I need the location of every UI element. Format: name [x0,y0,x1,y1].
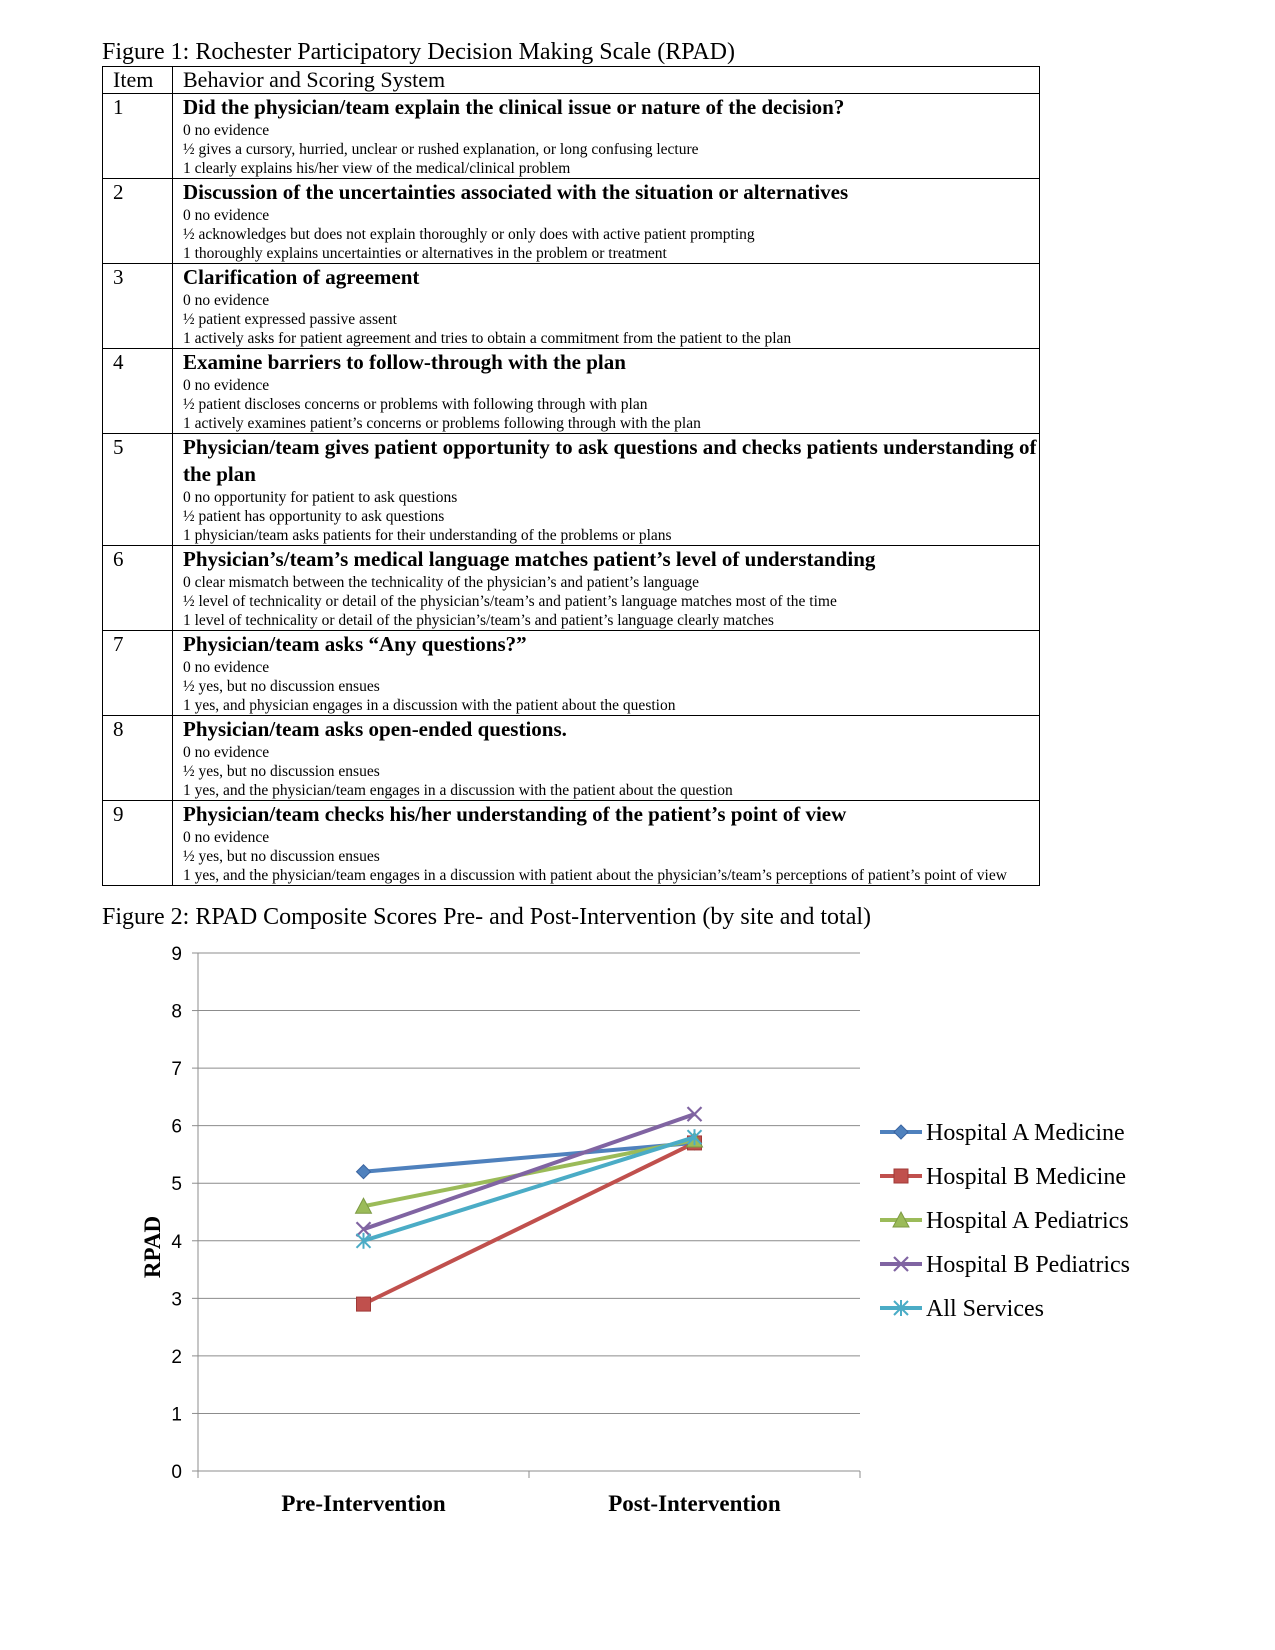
header-item: Item [103,67,173,94]
item-number: 9 [103,801,173,886]
legend-marker [894,1169,908,1183]
legend-label: All Services [926,1296,1044,1322]
y-axis-label: RPAD [140,1215,165,1279]
scoring-line: 1 physician/team asks patients for their understanding of the problems or plans [183,527,672,544]
item-behavior [173,716,1040,801]
legend-label: Hospital A Pediatrics [926,1208,1129,1234]
legend-label: Hospital B Medicine [926,1164,1126,1190]
scoring-line: 0 no opportunity for patient to ask questions [183,489,458,506]
y-tick-label: 8 [171,1001,182,1023]
item-behavior [173,434,1040,546]
legend-marker [894,1125,908,1139]
table-row [103,716,1040,801]
scoring-line: 1 yes, and the physician/team engages in a discussion with patient about the physician’s/team’s perceptions of patient’s point of view [183,867,1007,884]
y-tick-label: 7 [171,1059,182,1081]
scoring-line: 1 yes, and the physician/team engages in a discussion with the patient about the question [183,782,733,799]
item-behavior [173,546,1040,631]
scoring-line: ½ level of technicality or detail of the physician’s/team’s and patient’s language matches most of the time [183,593,837,610]
item-number: 2 [103,179,173,264]
scoring-line: ½ yes, but no discussion ensues [183,763,380,780]
x-category-label: Post-Intervention [608,1491,781,1516]
scoring-line: 0 no evidence [183,659,270,676]
table-row [103,179,1040,264]
item-title: Physician/team gives patient opportunity to ask questions and checks patients understanding of the plan [183,435,1037,486]
rpad-table [102,66,1040,886]
table-row [103,264,1040,349]
scoring-line: 1 clearly explains his/her view of the medical/clinical problem [183,160,571,177]
scoring-line: ½ gives a cursory, hurried, unclear or rushed explanation, or long confusing lecture [183,141,699,158]
data-point [357,1297,371,1311]
scoring-line: 1 thoroughly explains uncertainties or alternatives in the problem or treatment [183,245,667,262]
y-tick-label: 3 [171,1289,182,1311]
scoring-line: ½ yes, but no discussion ensues [183,678,380,695]
item-title: Discussion of the uncertainties associated with the situation or alternatives [183,180,849,204]
scoring-line: 0 no evidence [183,744,270,761]
scoring-line: 1 level of technicality or detail of the physician’s/team’s and patient’s language clearly matches [183,612,774,629]
header-behavior: Behavior and Scoring System [173,67,1040,94]
table-row [103,801,1040,886]
scoring-line: 1 actively examines patient’s concerns or problems following through with the plan [183,415,701,432]
rpad-table-body [103,94,1040,886]
item-title: Physician/team checks his/her understanding of the patient’s point of view [183,802,847,826]
table-row [103,546,1040,631]
scoring-line: 0 no evidence [183,292,270,309]
item-number: 4 [103,349,173,434]
data-point [357,1165,371,1179]
rpad-line-chart [0,940,1275,1516]
item-behavior [173,94,1040,179]
scoring-line: ½ yes, but no discussion ensues [183,848,380,865]
table-row [103,631,1040,716]
item-behavior [173,179,1040,264]
scoring-line: 1 actively asks for patient agreement and tries to obtain a commitment from the patient to the plan [183,330,792,347]
table-header-row [103,67,1040,94]
table-row [103,349,1040,434]
series-line [364,1114,695,1229]
item-number: 7 [103,631,173,716]
item-title: Physician/team asks open-ended questions. [183,717,567,741]
scoring-line: 1 yes, and physician engages in a discussion with the patient about the question [183,697,676,714]
y-tick-label: 4 [171,1231,182,1253]
item-behavior [173,801,1040,886]
item-number: 1 [103,94,173,179]
item-number: 3 [103,264,173,349]
y-tick-label: 2 [171,1346,182,1368]
legend-label: Hospital B Pediatrics [926,1252,1130,1278]
scoring-line: 0 no evidence [183,207,270,224]
item-number: 6 [103,546,173,631]
item-behavior [173,349,1040,434]
y-tick-label: 1 [171,1404,182,1426]
scoring-line: ½ patient expressed passive assent [183,311,397,328]
item-behavior [173,631,1040,716]
scoring-line: ½ patient discloses concerns or problems with following through with plan [183,396,648,413]
y-tick-label: 9 [171,944,182,965]
table-row [103,94,1040,179]
item-number: 5 [103,434,173,546]
item-title: Physician’s/team’s medical language matches patient’s level of understanding [183,547,876,571]
scoring-line: 0 no evidence [183,829,270,846]
item-title: Clarification of agreement [183,265,420,289]
scoring-line: ½ patient has opportunity to ask questions [183,508,445,525]
scoring-line: ½ acknowledges but does not explain thoroughly or only does with active patient prompting [183,226,755,243]
y-tick-label: 6 [171,1116,182,1138]
scoring-line: 0 clear mismatch between the technicality of the physician’s and patient’s language [183,574,700,591]
y-tick-label: 5 [171,1174,182,1196]
y-tick-label: 0 [171,1462,182,1483]
figure2-caption: Figure 2: RPAD Composite Scores Pre- and Post-Intervention (by site and total) [102,904,872,930]
x-category-label: Pre-Intervention [281,1491,446,1516]
item-title: Physician/team asks “Any questions?” [183,632,527,656]
item-number: 8 [103,716,173,801]
scoring-line: 0 no evidence [183,122,270,139]
figure1-caption: Figure 1: Rochester Participatory Decision Making Scale (RPAD) [102,39,735,65]
legend-label: Hospital A Medicine [926,1120,1125,1146]
item-behavior [173,264,1040,349]
scoring-line: 0 no evidence [183,377,270,394]
chart-svg [0,940,1275,1516]
table-row [103,434,1040,546]
item-title: Examine barriers to follow-through with the plan [183,350,626,374]
item-title: Did the physician/team explain the clinical issue or nature of the decision? [183,95,845,119]
